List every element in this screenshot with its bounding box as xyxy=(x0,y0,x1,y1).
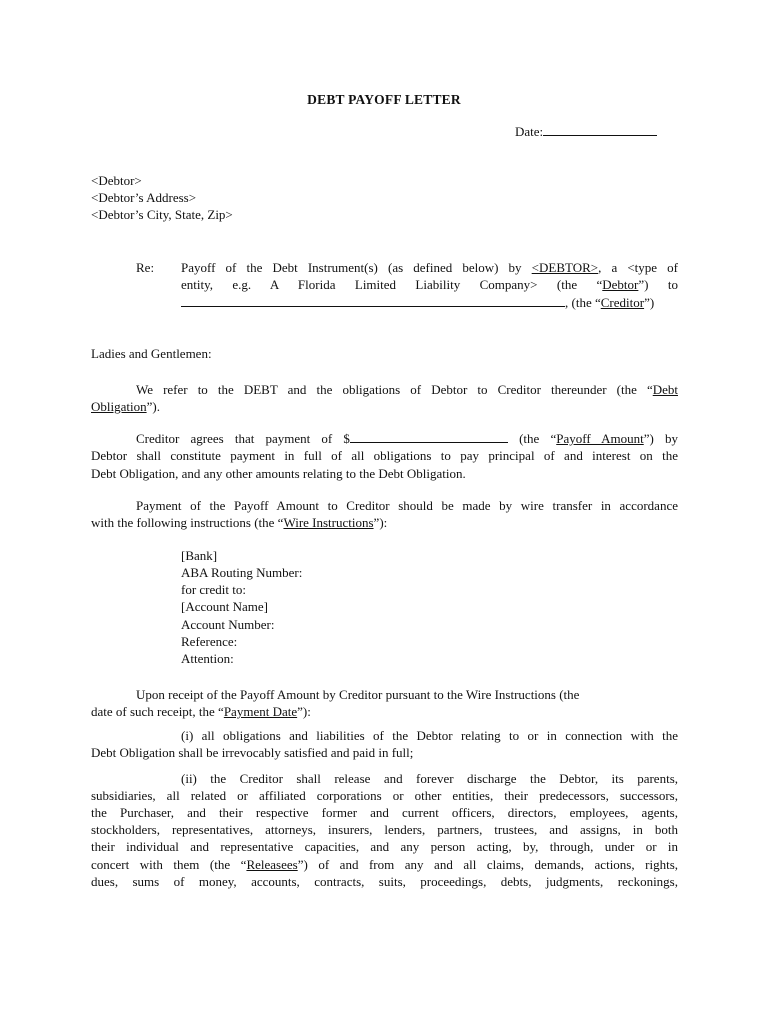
date-line xyxy=(515,123,657,140)
document-title: DEBT PAYOFF LETTER xyxy=(307,92,461,107)
p1-line-1: We refer to the DEBT and the obligations of Debtor to Creditor thereunder (the “Debt xyxy=(136,382,678,397)
p6-line-3: the Purchaser, and their respective former and current officers, directors, employees, agents, xyxy=(91,805,678,820)
wire-attention: Attention: xyxy=(181,651,234,666)
wire-account-number: Account Number: xyxy=(181,617,275,632)
wire-account-name: [Account Name] xyxy=(181,599,268,614)
date-blank xyxy=(543,123,657,136)
wire-bank: [Bank] xyxy=(181,548,218,563)
salutation: Ladies and Gentlemen: xyxy=(91,346,212,361)
wire-reference: Reference: xyxy=(181,634,238,649)
debtor-address: <Debtor’s Address> xyxy=(91,190,197,205)
p6-line-7: dues, sums of money, accounts, contracts, suits, proceedings, debts, judgments, reckonings, xyxy=(91,874,678,889)
date-label: Date: xyxy=(515,124,544,139)
p4-line-2: date of such receipt, the “Payment Date”): xyxy=(91,704,311,719)
p6-line-4: stockholders, representatives, attorneys, insurers, lenders, partners, trustees, and assigns, in both xyxy=(91,822,678,837)
wire-for-credit: for credit to: xyxy=(181,582,246,597)
p4-line-1: Upon receipt of the Payoff Amount by Creditor pursuant to the Wire Instructions (the xyxy=(136,687,580,702)
p6-line-2: subsidiaries, all related or affiliated corporations or other entities, their predecessors, successors, xyxy=(91,788,678,803)
p1-line-2: Obligation”). xyxy=(91,399,160,414)
re-label: Re: xyxy=(136,260,155,275)
p6-line-5: their individual and representative capacities, and any person acting, by, through, under or in xyxy=(91,839,678,854)
p2-line-2: Debtor shall constitute payment in full of all obligations to pay principal of and interest on the xyxy=(91,448,678,463)
payoff-amount-blank xyxy=(350,430,508,443)
debtor-city-state-zip: <Debtor’s City, State, Zip> xyxy=(91,207,233,222)
p3-line-1: Payment of the Payoff Amount to Creditor should be made by wire transfer in accordance xyxy=(136,498,678,513)
p2-line-3: Debt Obligation, and any other amounts relating to the Debt Obligation. xyxy=(91,466,466,481)
p5-line-2: Debt Obligation shall be irrevocably satisfied and paid in full; xyxy=(91,745,414,760)
p6-line-1: (ii) the Creditor shall release and forever discharge the Debtor, its parents, xyxy=(181,771,678,786)
re-line-1: Payoff of the Debt Instrument(s) (as defined below) by <DEBTOR>, a <type of xyxy=(181,260,678,275)
p2-line-1: Creditor agrees that payment of $ (the “Payoff Amount”) by xyxy=(136,431,678,446)
debtor-name: <Debtor> xyxy=(91,173,142,188)
re-line-2: entity, e.g. A Florida Limited Liability Company> (the “Debtor”) to xyxy=(181,277,678,292)
wire-aba-routing: ABA Routing Number: xyxy=(181,565,303,580)
p5-line-1: (i) all obligations and liabilities of the Debtor relating to or in connection with the xyxy=(181,728,678,743)
p6-line-6: concert with them (the “Releasees”) of and from any and all claims, demands, actions, rights, xyxy=(91,857,678,872)
creditor-blank xyxy=(181,294,565,307)
p3-line-2: with the following instructions (the “Wire Instructions”): xyxy=(91,515,388,530)
re-line-3: , (the “Creditor”) xyxy=(181,294,654,311)
